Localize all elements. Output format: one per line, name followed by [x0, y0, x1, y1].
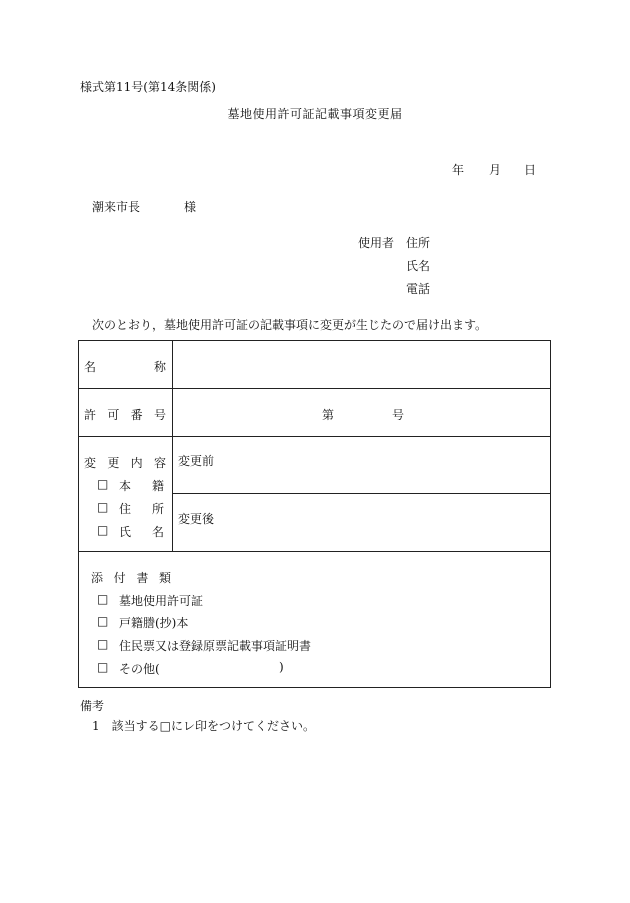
label-char: 号	[153, 408, 166, 422]
date-year-label: 年	[452, 163, 465, 177]
date-month-label: 月	[489, 163, 502, 177]
checkbox-icon[interactable]: □	[97, 660, 109, 674]
applicant-name-label: 氏名	[406, 259, 431, 273]
attachments-label	[91, 569, 171, 586]
option-char: 本	[119, 479, 132, 493]
option-char: 氏	[119, 525, 132, 539]
attachment-text: 戸籍謄(抄)本	[119, 616, 189, 630]
label-char: 更	[107, 456, 120, 470]
after-change-label: 変更後	[178, 512, 215, 526]
applicant-label: 使用者	[358, 236, 395, 250]
after-change-field[interactable]	[239, 495, 549, 550]
option-char: 住	[119, 502, 132, 516]
permit-number-label	[84, 406, 166, 423]
other-close-paren: )	[279, 660, 284, 674]
column-divider	[172, 341, 173, 551]
permit-prefix: 第	[322, 408, 335, 422]
change-content-label	[84, 454, 166, 471]
label-char: 名	[84, 360, 97, 374]
label-char: 変	[84, 456, 97, 470]
checkbox-icon[interactable]: □	[97, 477, 109, 491]
row-divider	[79, 388, 550, 389]
applicant-phone-label: 電話	[406, 282, 431, 296]
row-divider	[172, 493, 550, 494]
remarks-item: 1 該当する□にレ印をつけてください。	[92, 719, 315, 733]
label-char: 可	[107, 408, 120, 422]
label-char: 添	[91, 571, 104, 585]
row-divider	[79, 551, 550, 552]
attachment-text: その他(	[119, 662, 160, 676]
checkbox-icon[interactable]: □	[97, 637, 109, 651]
addressee-honorific: 様	[184, 200, 197, 214]
addressee-name: 潮来市長	[92, 200, 141, 214]
permit-number-field[interactable]	[322, 406, 404, 423]
label-char: 容	[153, 456, 166, 470]
before-change-label: 変更前	[178, 454, 215, 468]
name-row-label	[84, 358, 166, 375]
checkbox-icon[interactable]: □	[97, 614, 109, 628]
form-number: 様式第11号(第14条関係)	[80, 80, 216, 94]
document-title: 墓地使用許可証記載事項変更届	[227, 107, 403, 121]
label-char: 書	[136, 571, 149, 585]
label-char: 称	[153, 360, 166, 374]
option-char: 所	[152, 502, 165, 516]
attachment-text: 住民票又は登録原票記載事項証明書	[119, 639, 312, 653]
label-char: 類	[158, 571, 171, 585]
option-char: 名	[152, 525, 165, 539]
label-char: 内	[130, 456, 143, 470]
name-field[interactable]	[174, 342, 549, 387]
checkbox-icon[interactable]: □	[97, 523, 109, 537]
checkbox-icon[interactable]: □	[97, 500, 109, 514]
option-char: 籍	[152, 479, 165, 493]
label-char: 許	[84, 408, 97, 422]
change-form-table	[78, 340, 551, 688]
permit-suffix: 号	[391, 408, 404, 422]
intro-statement: 次のとおり，墓地使用許可証の記載事項に変更が生じたので届け出ます。	[92, 318, 488, 332]
remarks-label: 備考	[80, 699, 105, 713]
row-divider	[79, 436, 550, 437]
date-day-label: 日	[524, 163, 537, 177]
checkbox-icon[interactable]: □	[97, 592, 109, 606]
label-char: 番	[130, 408, 143, 422]
applicant-address-label: 住所	[406, 236, 431, 250]
attachment-text: 墓地使用許可証	[119, 594, 204, 608]
label-char: 付	[113, 571, 126, 585]
before-change-field[interactable]	[239, 438, 549, 492]
